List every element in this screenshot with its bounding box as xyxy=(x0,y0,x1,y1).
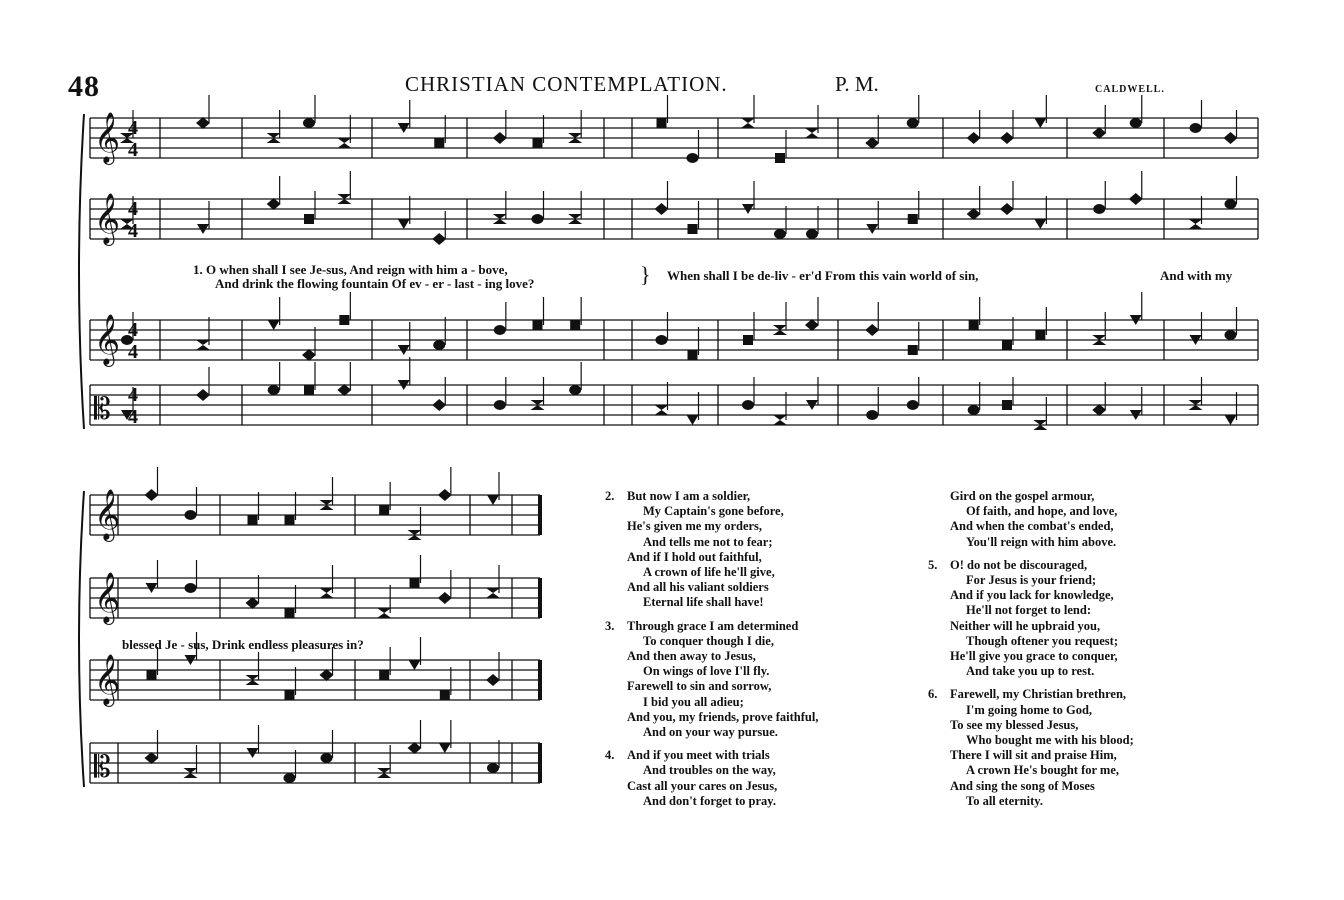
diamond-note-icon xyxy=(408,742,422,754)
square-note-icon xyxy=(533,138,543,148)
square-note-icon xyxy=(969,320,979,330)
hourglass-note-icon xyxy=(773,415,787,425)
treble-clef-icon: 𝄞 xyxy=(94,489,121,540)
hourglass-note-icon xyxy=(486,588,500,598)
time-signature-lower: 4 xyxy=(128,139,138,161)
square-note-icon xyxy=(248,515,258,525)
hourglass-note-icon xyxy=(741,118,755,128)
diamond-note-icon xyxy=(1092,127,1106,139)
oval-note-icon xyxy=(687,153,699,163)
square-note-icon xyxy=(440,690,450,700)
time-signature-upper: 4 xyxy=(128,117,138,139)
square-note-icon xyxy=(1035,330,1045,340)
time-signature-lower: 4 xyxy=(128,341,138,363)
diamond-note-icon xyxy=(145,489,159,501)
treble-clef-icon: 𝄞 xyxy=(94,112,121,163)
diamond-note-icon xyxy=(267,198,281,210)
lyric-line: And drink the flowing fountain Of ev - er - last - ing love? xyxy=(215,276,535,291)
triangle-note-icon xyxy=(398,219,410,229)
lyric-line: When shall I be de-liv - er'd From this vain world of sin, xyxy=(667,268,979,283)
hourglass-note-icon xyxy=(377,608,391,618)
triangle-note-icon xyxy=(1034,118,1046,128)
square-note-icon xyxy=(304,214,314,224)
diamond-note-icon xyxy=(196,117,210,129)
diamond-note-icon xyxy=(1000,132,1014,144)
oval-note-icon xyxy=(1190,123,1202,133)
oval-note-icon xyxy=(968,405,980,415)
square-note-icon xyxy=(908,345,918,355)
lyric-line: blessed Je - sus, Drink endless pleasures in? xyxy=(122,637,364,652)
meter-label: P. M. xyxy=(835,72,879,96)
oval-note-icon xyxy=(806,229,818,239)
oval-note-icon xyxy=(185,510,197,520)
oval-note-icon xyxy=(656,335,668,345)
oval-note-icon xyxy=(494,325,506,335)
triangle-note-icon xyxy=(1225,415,1237,425)
hourglass-note-icon xyxy=(805,128,819,138)
oval-note-icon xyxy=(268,385,280,395)
square-note-icon xyxy=(775,153,785,163)
stanza-4: 4. And if you meet with trials And troubles on the way, Cast all your cares on Jesus, And don't forget to pray. xyxy=(605,748,778,808)
time-signature-upper: 4 xyxy=(128,384,138,406)
oval-note-icon xyxy=(1093,204,1105,214)
square-note-icon xyxy=(147,670,157,680)
diamond-note-icon xyxy=(1092,404,1106,416)
diamond-note-icon xyxy=(493,132,507,144)
square-note-icon xyxy=(339,315,349,325)
diamond-note-icon xyxy=(145,752,159,764)
diamond-note-icon xyxy=(865,137,879,149)
triangle-note-icon xyxy=(487,495,499,505)
lyric-line: And with my xyxy=(1160,268,1233,283)
c-clef-icon: 𝄡 xyxy=(94,392,111,427)
verses-column-1 xyxy=(605,489,818,817)
square-note-icon xyxy=(1002,340,1012,350)
square-note-icon xyxy=(688,350,698,360)
oval-note-icon xyxy=(185,583,197,593)
hourglass-note-icon xyxy=(337,138,351,148)
diamond-note-icon xyxy=(655,203,669,215)
square-note-icon xyxy=(379,505,389,515)
triangle-note-icon xyxy=(439,743,451,753)
stanza-5: 5. O! do not be discouraged, For Jesus is your friend; And if you lack for knowledge, He'll not forget to lend: Neither will he upbraid you, Though oftener you request; He'll give you grace to conquer, And take you up to rest. xyxy=(928,557,1118,679)
square-note-icon xyxy=(657,118,667,128)
triangle-note-icon xyxy=(268,320,280,330)
oval-note-icon xyxy=(1225,199,1237,209)
oval-note-icon xyxy=(284,773,296,783)
oval-note-icon xyxy=(487,763,499,773)
c-clef-icon: 𝄡 xyxy=(94,750,111,785)
hourglass-note-icon xyxy=(196,340,210,350)
diamond-note-icon xyxy=(1224,132,1238,144)
oval-note-icon xyxy=(774,229,786,239)
brace-icon: } xyxy=(640,262,651,287)
hourglass-note-icon xyxy=(1189,219,1203,229)
square-note-icon xyxy=(285,515,295,525)
square-note-icon xyxy=(379,670,389,680)
square-note-icon xyxy=(434,138,444,148)
oval-note-icon xyxy=(433,340,445,350)
square-note-icon xyxy=(688,224,698,234)
treble-clef-icon: 𝄞 xyxy=(94,193,121,244)
time-signature-upper: 4 xyxy=(128,198,138,220)
treble-clef-icon: 𝄞 xyxy=(94,314,121,365)
system-brace xyxy=(79,491,84,787)
diamond-note-icon xyxy=(302,349,316,361)
oval-note-icon xyxy=(866,410,878,420)
triangle-note-icon xyxy=(687,415,699,425)
composer-name: CALDWELL. xyxy=(1095,84,1165,95)
square-note-icon xyxy=(908,214,918,224)
oval-note-icon xyxy=(321,753,333,763)
oval-note-icon xyxy=(907,118,919,128)
square-note-icon xyxy=(304,385,314,395)
diamond-note-icon xyxy=(967,132,981,144)
diamond-note-icon xyxy=(432,399,446,411)
lyric-line: 1. O when shall I see Je-sus, And reign with him a - bove, xyxy=(193,262,508,277)
diamond-note-icon xyxy=(337,384,351,396)
oval-note-icon xyxy=(907,400,919,410)
oval-note-icon xyxy=(1130,118,1142,128)
diamond-note-icon xyxy=(432,233,446,245)
stanza-4-continued: Gird on the gospel armour, Of faith, and hope, and love, And when the combat's ended, You'll reign with him above. xyxy=(950,489,1118,549)
diamond-note-icon xyxy=(438,592,452,604)
time-signature-lower: 4 xyxy=(128,406,138,428)
square-note-icon xyxy=(1002,400,1012,410)
square-note-icon xyxy=(533,320,543,330)
page-number: 48 xyxy=(68,70,100,103)
oval-note-icon xyxy=(532,214,544,224)
hourglass-note-icon xyxy=(320,588,334,598)
square-note-icon xyxy=(285,608,295,618)
oval-note-icon xyxy=(742,400,754,410)
oval-note-icon xyxy=(494,400,506,410)
treble-clef-icon: 𝄞 xyxy=(94,572,121,623)
square-note-icon xyxy=(285,690,295,700)
diamond-note-icon xyxy=(1000,203,1014,215)
time-signature-lower: 4 xyxy=(128,220,138,242)
diamond-note-icon xyxy=(1129,193,1143,205)
diamond-note-icon xyxy=(805,319,819,331)
system-brace xyxy=(79,114,84,429)
diamond-note-icon xyxy=(967,208,981,220)
oval-note-icon xyxy=(1225,330,1237,340)
oval-note-icon xyxy=(569,385,581,395)
diamond-note-icon xyxy=(438,489,452,501)
diamond-note-icon xyxy=(246,597,260,609)
hourglass-note-icon xyxy=(655,405,669,415)
diamond-note-icon xyxy=(320,669,334,681)
oval-note-icon xyxy=(303,118,315,128)
time-signature-upper: 4 xyxy=(128,319,138,341)
verses-column-2 xyxy=(928,489,1134,817)
stanza-2: 2. But now I am a soldier, My Captain's gone before, He's given me my orders, And tells me not to fear; And if I hold out faithful, A crown of life he'll give, And all his valiant soldiers Eternal life shall have! xyxy=(605,489,784,610)
diamond-note-icon xyxy=(196,389,210,401)
stanza-3: 3. Through grace I am determined To conquer though I die, And then away to Jesus, On wings of love I'll fly. Farewell to sin and sorrow, I bid you all adieu; And you, my friends, prove faithful, And on your way pursue. xyxy=(605,618,819,740)
hymn-title: CHRISTIAN CONTEMPLATION. xyxy=(405,72,728,96)
stanza-6: 6. Farewell, my Christian brethren, I'm going home to God, To see my blessed Jesus, Who bought me with his blood; There I will sit and praise Him, A crown He's bought for me, And sing the song of Moses To all eternity. xyxy=(928,687,1134,808)
square-note-icon xyxy=(743,335,753,345)
triangle-note-icon xyxy=(409,660,421,670)
square-note-icon xyxy=(410,578,420,588)
triangle-note-icon xyxy=(1034,219,1046,229)
diamond-note-icon xyxy=(486,674,500,686)
diamond-note-icon xyxy=(865,324,879,336)
square-note-icon xyxy=(570,320,580,330)
treble-clef-icon: 𝄞 xyxy=(94,654,121,705)
